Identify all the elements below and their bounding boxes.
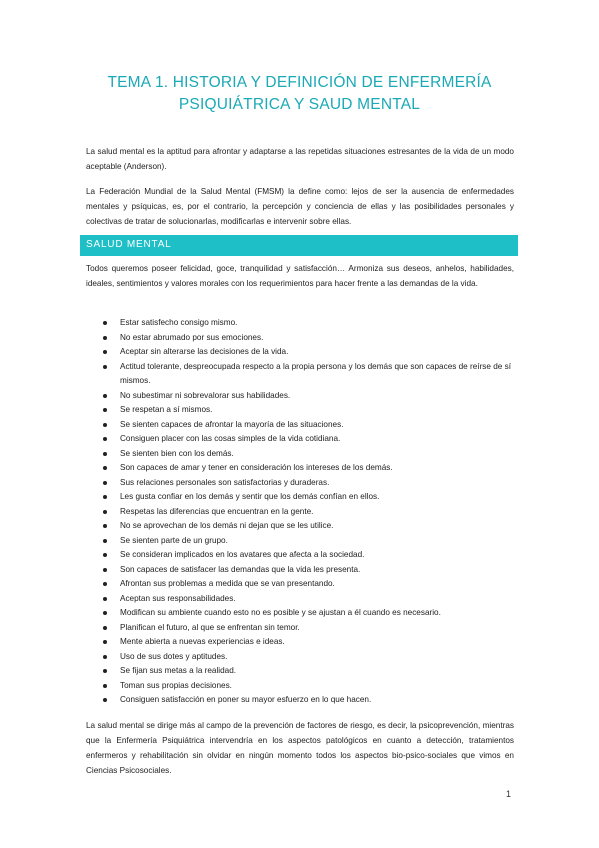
- bullet-dot-icon: [103, 394, 107, 398]
- list-item: Estar satisfecho consigo mismo.: [86, 316, 514, 331]
- bullet-dot-icon: [103, 495, 107, 499]
- list-item: Se consideran implicados en los avatares que afecta a la sociedad.: [86, 548, 514, 563]
- list-item: Mente abierta a nuevas experiencias e ideas.: [86, 635, 514, 650]
- list-item: Consiguen placer con las cosas simples de la vida cotidiana.: [86, 432, 514, 447]
- section-title: SALUD MENTAL: [86, 239, 172, 250]
- bullet-dot-icon: [103, 597, 107, 601]
- list-item: Afrontan sus problemas a medida que se van presentando.: [86, 577, 514, 592]
- list-item: Aceptar sin alterarse las decisiones de la vida.: [86, 345, 514, 360]
- list-item: Son capaces de amar y tener en consideración los intereses de los demás.: [86, 461, 514, 476]
- list-item: Toman sus propias decisiones.: [86, 679, 514, 694]
- list-item: Son capaces de satisfacer las demandas que la vida les presenta.: [86, 563, 514, 578]
- list-item: No estar abrumado por sus emociones.: [86, 331, 514, 346]
- bullet-dot-icon: [103, 321, 107, 325]
- bullet-dot-icon: [103, 611, 107, 615]
- page-number: 1: [506, 789, 512, 799]
- list-item: Aceptan sus responsabilidades.: [86, 592, 514, 607]
- bullet-dot-icon: [103, 510, 107, 514]
- bullet-dot-icon: [103, 408, 107, 412]
- list-item: Sus relaciones personales son satisfactorias y duraderas.: [86, 476, 514, 491]
- intro-paragraph-2: La Federación Mundial de la Salud Mental (FMSM) la define como: lejos de ser la ausencia de enfermedades mentales y psíquicas, es, por el contrario, la percepción y conciencia de ellas y las posibilidades personales y colectivas de tratar de solucionarlas, modificarlas e intervenir sobre ellas.: [86, 187, 514, 226]
- bullet-dot-icon: [103, 582, 107, 586]
- bullet-dot-icon: [103, 423, 107, 427]
- title-line-1: TEMA 1. HISTORIA Y DEFINICIÓN DE ENFERMERÍA: [107, 74, 492, 91]
- closing-paragraph: La salud mental se dirige más al campo de la prevención de factores de riesgo, es decir, la psicoprevención, mientras que la Enfermería Psiquiátrica intervendría en los aspectos patológicos en cuanto a detección, tratamientos enfermeros y rehabilitación sin olvidar en ningún momento todos los aspectos bio-psico-sociales que vimos en Ciencias Psicosociales.: [86, 721, 514, 775]
- bullet-dot-icon: [103, 452, 107, 456]
- bullet-dot-icon: [103, 684, 107, 688]
- list-item: Se sienten capaces de afrontar la mayoría de las situaciones.: [86, 418, 514, 433]
- bullet-dot-icon: [103, 336, 107, 340]
- list-item: Se respetan a sí mismos.: [86, 403, 514, 418]
- bullet-list: [86, 316, 514, 708]
- bullet-dot-icon: [103, 655, 107, 659]
- bullet-dot-icon: [103, 640, 107, 644]
- bullet-dot-icon: [103, 539, 107, 543]
- list-item: Actitud tolerante, despreocupada respecto a la propia persona y los demás que son capaces de reírse de sí mismos.: [86, 360, 514, 389]
- intro-paragraph-1: La salud mental es la aptitud para afrontar y adaptarse a las repetidas situaciones estresantes de la vida de un modo aceptable (Anderson).: [86, 147, 514, 171]
- list-item: Consiguen satisfacción en poner su mayor esfuerzo en lo que hacen.: [86, 693, 514, 708]
- list-item: Les gusta confiar en los demás y sentir que los demás confían en ellos.: [86, 490, 514, 505]
- list-item: Uso de sus dotes y aptitudes.: [86, 650, 514, 665]
- document-title: [60, 72, 539, 116]
- list-item: Respetas las diferencias que encuentran en la gente.: [86, 505, 514, 520]
- bullet-dot-icon: [103, 669, 107, 673]
- bullet-dot-icon: [103, 626, 107, 630]
- bullet-dot-icon: [103, 365, 107, 369]
- bullet-dot-icon: [103, 466, 107, 470]
- bullet-dot-icon: [103, 437, 107, 441]
- list-item: Se sienten parte de un grupo.: [86, 534, 514, 549]
- bullet-dot-icon: [103, 350, 107, 354]
- section-paragraph: Todos queremos poseer felicidad, goce, tranquilidad y satisfacción… Armoniza sus deseos, anhelos, habilidades, ideales, sentimientos y valores morales con los requerimientos para hacer frente a las demandas de la vida.: [86, 264, 514, 288]
- bullet-dot-icon: [103, 698, 107, 702]
- title-line-2: PSIQUIÁTRICA Y SAUD MENTAL: [178, 96, 421, 113]
- list-item: Se fijan sus metas a la realidad.: [86, 664, 514, 679]
- list-item: Planifican el futuro, al que se enfrentan sin temor.: [86, 621, 514, 636]
- bullet-dot-icon: [103, 481, 107, 485]
- section-header-bar: [80, 235, 518, 256]
- list-item: Se sienten bien con los demás.: [86, 447, 514, 462]
- bullet-dot-icon: [103, 568, 107, 572]
- bullet-dot-icon: [103, 553, 107, 557]
- list-item: Modifican su ambiente cuando esto no es posible y se ajustan a él cuando es necesario.: [86, 606, 514, 621]
- list-item: No subestimar ni sobrevalorar sus habilidades.: [86, 389, 514, 404]
- list-item: No se aprovechan de los demás ni dejan que se les utilice.: [86, 519, 514, 534]
- bullet-dot-icon: [103, 524, 107, 528]
